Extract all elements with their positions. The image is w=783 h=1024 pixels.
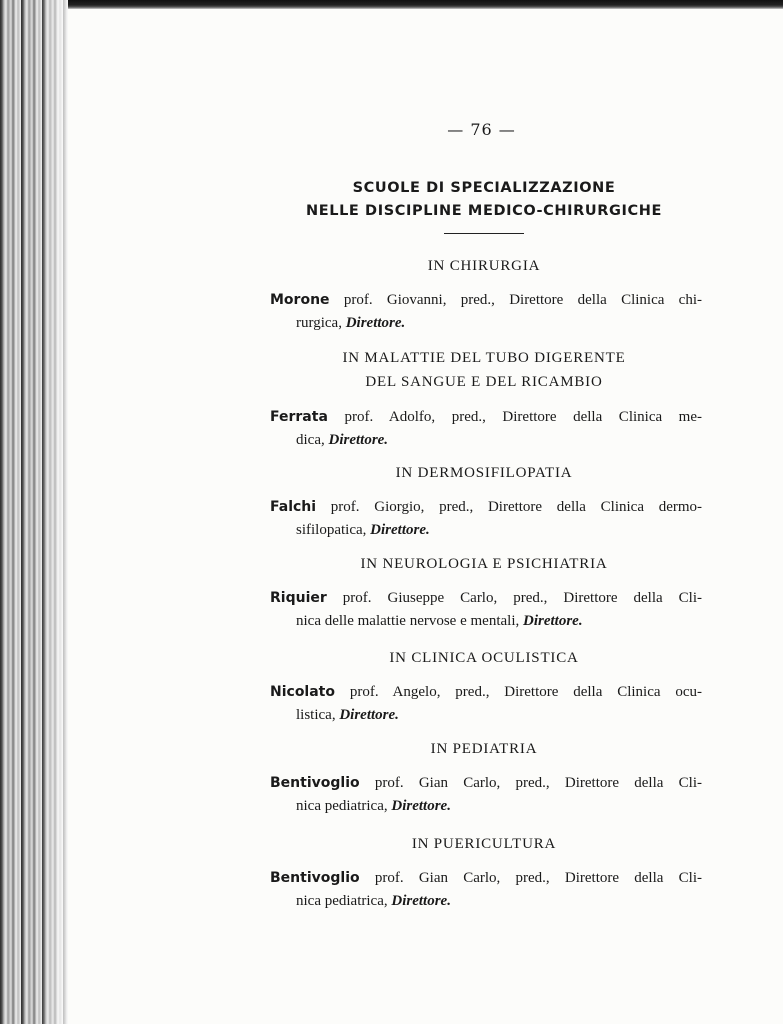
entry-line-1 (270, 867, 702, 890)
entry-description-cont: dica, (296, 432, 325, 448)
entry-line-1 (270, 496, 702, 519)
person-name: Ferrata (270, 409, 328, 425)
role-label: Direttore. (339, 707, 399, 723)
entry-line-1 (270, 681, 702, 704)
person-name: Nicolato (270, 684, 335, 700)
entry-description: prof. Adolfo, pred., Direttore della Clinica me- (344, 409, 703, 425)
entry-line-2 (270, 704, 702, 727)
entry-description: prof. Giuseppe Carlo, pred., Direttore della Cli- (342, 590, 702, 606)
entry-puericultura (270, 867, 702, 913)
page-number: — 76 — (447, 120, 516, 139)
role-label: Direttore. (391, 893, 451, 909)
heading-divider (444, 233, 524, 234)
person-name: Falchi (270, 499, 317, 515)
person-name: Bentivoglio (270, 870, 360, 886)
entry-neurologia (270, 587, 702, 633)
section-title-malattie-line-1: IN MALATTIE DEL TUBO DIGERENTE (342, 350, 626, 366)
entry-line-2 (270, 890, 702, 913)
page-heading-line-1: SCUOLE DI SPECIALIZZAZIONE (352, 180, 616, 196)
entry-dermosifilopatia (270, 496, 702, 542)
role-label: Direttore. (391, 798, 451, 814)
entry-description-cont: nica pediatrica, (296, 798, 388, 814)
entry-description: prof. Gian Carlo, pred., Direttore della Cli- (374, 775, 702, 791)
page-heading-line-2: NELLE DISCIPLINE MEDICO-CHIRURGICHE (305, 203, 662, 219)
entry-description: prof. Giovanni, pred., Direttore della Clinica chi- (343, 292, 703, 308)
entry-line-2 (270, 429, 702, 452)
role-label: Direttore. (523, 613, 583, 629)
role-label: Direttore. (345, 315, 406, 331)
role-label: Direttore. (370, 522, 430, 538)
entry-line-2 (270, 312, 702, 335)
person-name: Morone (270, 292, 330, 308)
book-binding (0, 0, 68, 1024)
entry-description: prof. Gian Carlo, pred., Direttore della Cli- (374, 870, 702, 886)
role-label: Direttore. (328, 432, 389, 448)
entry-malattie (270, 406, 702, 452)
entry-description-cont: rurgica, (296, 315, 342, 331)
section-title-chirurgia: IN CHIRURGIA (427, 258, 541, 274)
entry-chirurgia (270, 289, 702, 335)
entry-description: prof. Angelo, pred., Direttore della Clinica ocu- (349, 684, 702, 700)
entry-description-cont: listica, (296, 707, 336, 723)
page-top-edge (0, 0, 783, 9)
entry-description-cont: nica pediatrica, (296, 893, 388, 909)
entry-description: prof. Giorgio, pred., Direttore della Clinica dermo- (330, 499, 703, 515)
entry-line-2 (270, 795, 702, 818)
section-title-pediatria: IN PEDIATRIA (430, 741, 538, 757)
section-title-malattie-line-2: DEL SANGUE E DEL RICAMBIO (365, 374, 603, 390)
entry-oculistica (270, 681, 702, 727)
section-title-neurologia: IN NEUROLOGIA E PSICHIATRIA (360, 556, 608, 572)
entry-line-1 (270, 289, 702, 312)
person-name: Riquier (270, 590, 327, 606)
entry-description-cont: nica delle malattie nervose e mentali, (296, 613, 520, 629)
entry-description-cont: sifilopatica, (296, 522, 367, 538)
section-title-dermosifilopatia: IN DERMOSIFILOPATIA (395, 465, 573, 481)
entry-pediatria (270, 772, 702, 818)
entry-line-1 (270, 772, 702, 795)
entry-line-1 (270, 587, 702, 610)
section-title-oculistica: IN CLINICA OCULISTICA (389, 650, 579, 666)
entry-line-1 (270, 406, 702, 429)
entry-line-2 (270, 610, 702, 633)
person-name: Bentivoglio (270, 775, 360, 791)
entry-line-2 (270, 519, 702, 542)
section-title-puericultura: IN PUERICULTURA (411, 836, 557, 852)
